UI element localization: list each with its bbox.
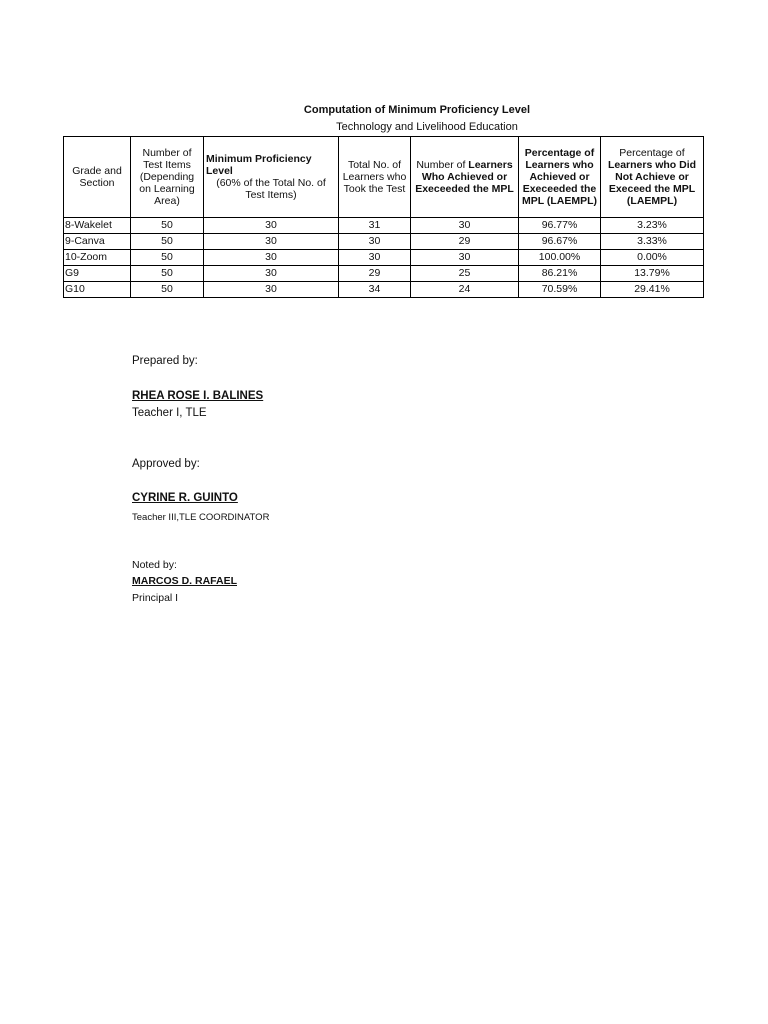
cell-items: 50 <box>131 250 204 266</box>
cell-section: 9-Canva <box>64 234 131 250</box>
cell-total: 34 <box>339 282 411 298</box>
table-row <box>64 250 704 266</box>
table-row <box>64 282 704 298</box>
header-total-learners: Total No. of Learners who Took the Test <box>339 137 411 218</box>
cell-pct-not: 13.79% <box>601 266 704 282</box>
cell-items: 50 <box>131 218 204 234</box>
noted-by-title: Principal I <box>132 592 179 604</box>
cell-total: 30 <box>339 250 411 266</box>
cell-total: 31 <box>339 218 411 234</box>
header-pct-not-prefix: Percentage of <box>619 147 685 159</box>
cell-items: 50 <box>131 234 204 250</box>
cell-achieved: 25 <box>411 266 519 282</box>
table-row <box>64 234 704 250</box>
cell-achieved: 30 <box>411 218 519 234</box>
cell-section: G9 <box>64 266 131 282</box>
header-mpl-title: Minimum Proficiency Level <box>206 153 312 177</box>
cell-items: 50 <box>131 282 204 298</box>
cell-achieved: 24 <box>411 282 519 298</box>
approved-by-name: CYRINE R. GUINTO <box>132 492 238 504</box>
cell-mpl: 30 <box>204 282 339 298</box>
cell-achieved: 29 <box>411 234 519 250</box>
header-num-items: Number of Test Items (Depending on Learning Area) <box>131 137 204 218</box>
cell-total: 29 <box>339 266 411 282</box>
mpl-table <box>63 136 704 298</box>
cell-pct-not: 3.23% <box>601 218 704 234</box>
cell-pct-achieved: 70.59% <box>519 282 601 298</box>
header-grade-section: Grade and Section <box>64 137 131 218</box>
header-pct-achieved: Percentage of Learners who Achieved or Execeeded the MPL (LAEMPL) <box>519 137 601 218</box>
cell-pct-not: 3.33% <box>601 234 704 250</box>
table-row <box>64 218 704 234</box>
cell-section: 10-Zoom <box>64 250 131 266</box>
approved-by-title: Teacher III,TLE COORDINATOR <box>132 512 270 523</box>
document-subtitle: Technology and Livelihood Education <box>336 121 518 133</box>
cell-pct-achieved: 100.00% <box>519 250 601 266</box>
cell-mpl: 30 <box>204 266 339 282</box>
cell-section: G10 <box>64 282 131 298</box>
document-title: Computation of Minimum Proficiency Level <box>303 104 531 116</box>
header-achieved-prefix: Number of <box>416 159 466 171</box>
noted-by-name: MARCOS D. RAFAEL <box>132 575 237 587</box>
prepared-by-title: Teacher I, TLE <box>132 407 207 419</box>
cell-section: 8-Wakelet <box>64 218 131 234</box>
cell-pct-achieved: 96.77% <box>519 218 601 234</box>
header-achieved <box>411 137 519 218</box>
cell-items: 50 <box>131 266 204 282</box>
cell-pct-achieved: 96.67% <box>519 234 601 250</box>
header-achieved-bold: Learners Who Achieved or Execeeded the MPL <box>415 159 514 195</box>
noted-by-label: Noted by: <box>132 559 177 571</box>
cell-mpl: 30 <box>204 218 339 234</box>
prepared-by-label: Prepared by: <box>132 355 198 367</box>
cell-pct-not: 29.41% <box>601 282 704 298</box>
cell-mpl: 30 <box>204 250 339 266</box>
header-mpl-note: (60% of the Total No. of Test Items) <box>216 177 326 201</box>
cell-pct-achieved: 86.21% <box>519 266 601 282</box>
cell-total: 30 <box>339 234 411 250</box>
cell-pct-not: 0.00% <box>601 250 704 266</box>
table-row <box>64 266 704 282</box>
header-pct-not <box>601 137 704 218</box>
header-mpl <box>204 137 339 218</box>
prepared-by-name: RHEA ROSE I. BALINES <box>132 390 264 402</box>
cell-achieved: 30 <box>411 250 519 266</box>
cell-mpl: 30 <box>204 234 339 250</box>
approved-by-label: Approved by: <box>132 458 200 470</box>
table-header-row <box>64 137 704 218</box>
header-pct-not-bold: Learners who Did Not Achieve or Execeed the MPL (LAEMPL) <box>607 159 697 207</box>
